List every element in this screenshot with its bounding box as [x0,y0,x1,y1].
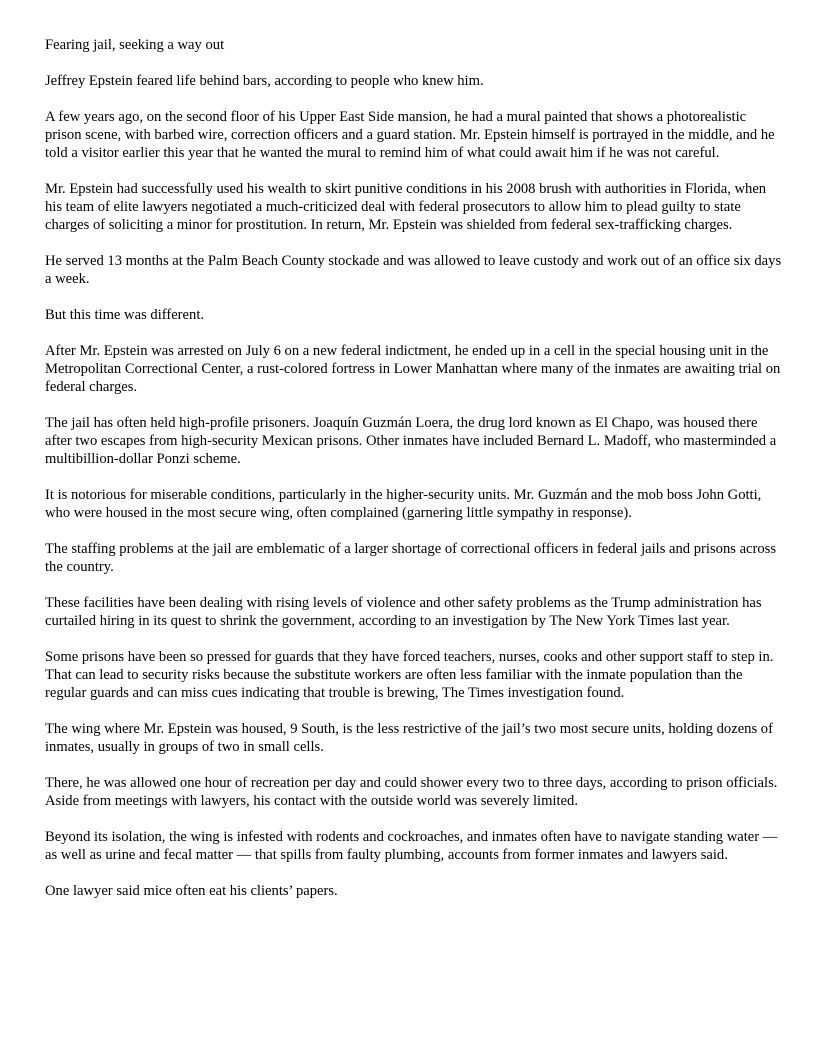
paragraph: The wing where Mr. Epstein was housed, 9 South, is the less restrictive of the jail’s two most secure units, holding dozens of inmates, usually in groups of two in small cells. [45,721,773,755]
paragraph: Beyond its isolation, the wing is infested with rodents and cockroaches, and inmates often have to navigate standing water — as well as urine and fecal matter — that spills from faulty plumbing, accounts from former inmates and lawyers said. [45,829,778,863]
paragraph: There, he was allowed one hour of recreation per day and could shower every two to three days, according to prison officials. Aside from meetings with lawyers, his contact with the outside world was severely limited. [45,775,778,809]
paragraph: A few years ago, on the second floor of his Upper East Side mansion, he had a mural painted that shows a photorealistic prison scene, with barbed wire, correction officers and a guard station. Mr. Epstein himself is portrayed in the middle, and he told a visitor earlier this year that he wanted the mural to remind him of what could await him if he was not careful. [45,109,775,161]
paragraph: After Mr. Epstein was arrested on July 6 on a new federal indictment, he ended up in a cell in the special housing unit in the Metropolitan Correctional Center, a rust-colored fortress in Lower Manhattan where many of the inmates are awaiting trial on federal charges. [45,343,781,395]
paragraph: These facilities have been dealing with rising levels of violence and other safety problems as the Trump administration has curtailed hiring in its quest to shrink the government, according to an investigation by The New York Times last year. [45,595,762,629]
paragraph: The staffing problems at the jail are emblematic of a larger shortage of correctional officers in federal jails and prisons across the country. [45,541,777,575]
document-heading: Fearing jail, seeking a way out [45,37,225,53]
paragraph: It is notorious for miserable conditions, particularly in the higher-security units. Mr. Guzmán and the mob boss John Gotti, who were housed in the most secure wing, often complained (garnering little sympathy in response). [45,487,762,521]
paragraph: But this time was different. [45,307,205,323]
paragraph: One lawyer said mice often eat his clients’ papers. [45,883,338,899]
document-page [45,36,785,918]
paragraph: Jeffrey Epstein feared life behind bars, according to people who knew him. [45,73,484,89]
paragraph: Mr. Epstein had successfully used his wealth to skirt punitive conditions in his 2008 brush with authorities in Florida, when his team of elite lawyers negotiated a much-criticized deal with federal prosecutors to allow him to plead guilty to state charges of soliciting a minor for prostitution. In return, Mr. Epstein was shielded from federal sex-trafficking charges. [45,181,767,233]
paragraph: Some prisons have been so pressed for guards that they have forced teachers, nurses, cooks and other support staff to step in. That can lead to security risks because the substitute workers are often less familiar with the inmate population than the regular guards and can miss cues indicating that trouble is brewing, The Times investigation found. [45,649,774,701]
paragraph: He served 13 months at the Palm Beach County stockade and was allowed to leave custody and work out of an office six days a week. [45,253,782,287]
paragraph: The jail has often held high-profile prisoners. Joaquín Guzmán Loera, the drug lord known as El Chapo, was housed there after two escapes from high-security Mexican prisons. Other inmates have included Bernard L. Madoff, who masterminded a multibillion-dollar Ponzi scheme. [45,415,777,467]
